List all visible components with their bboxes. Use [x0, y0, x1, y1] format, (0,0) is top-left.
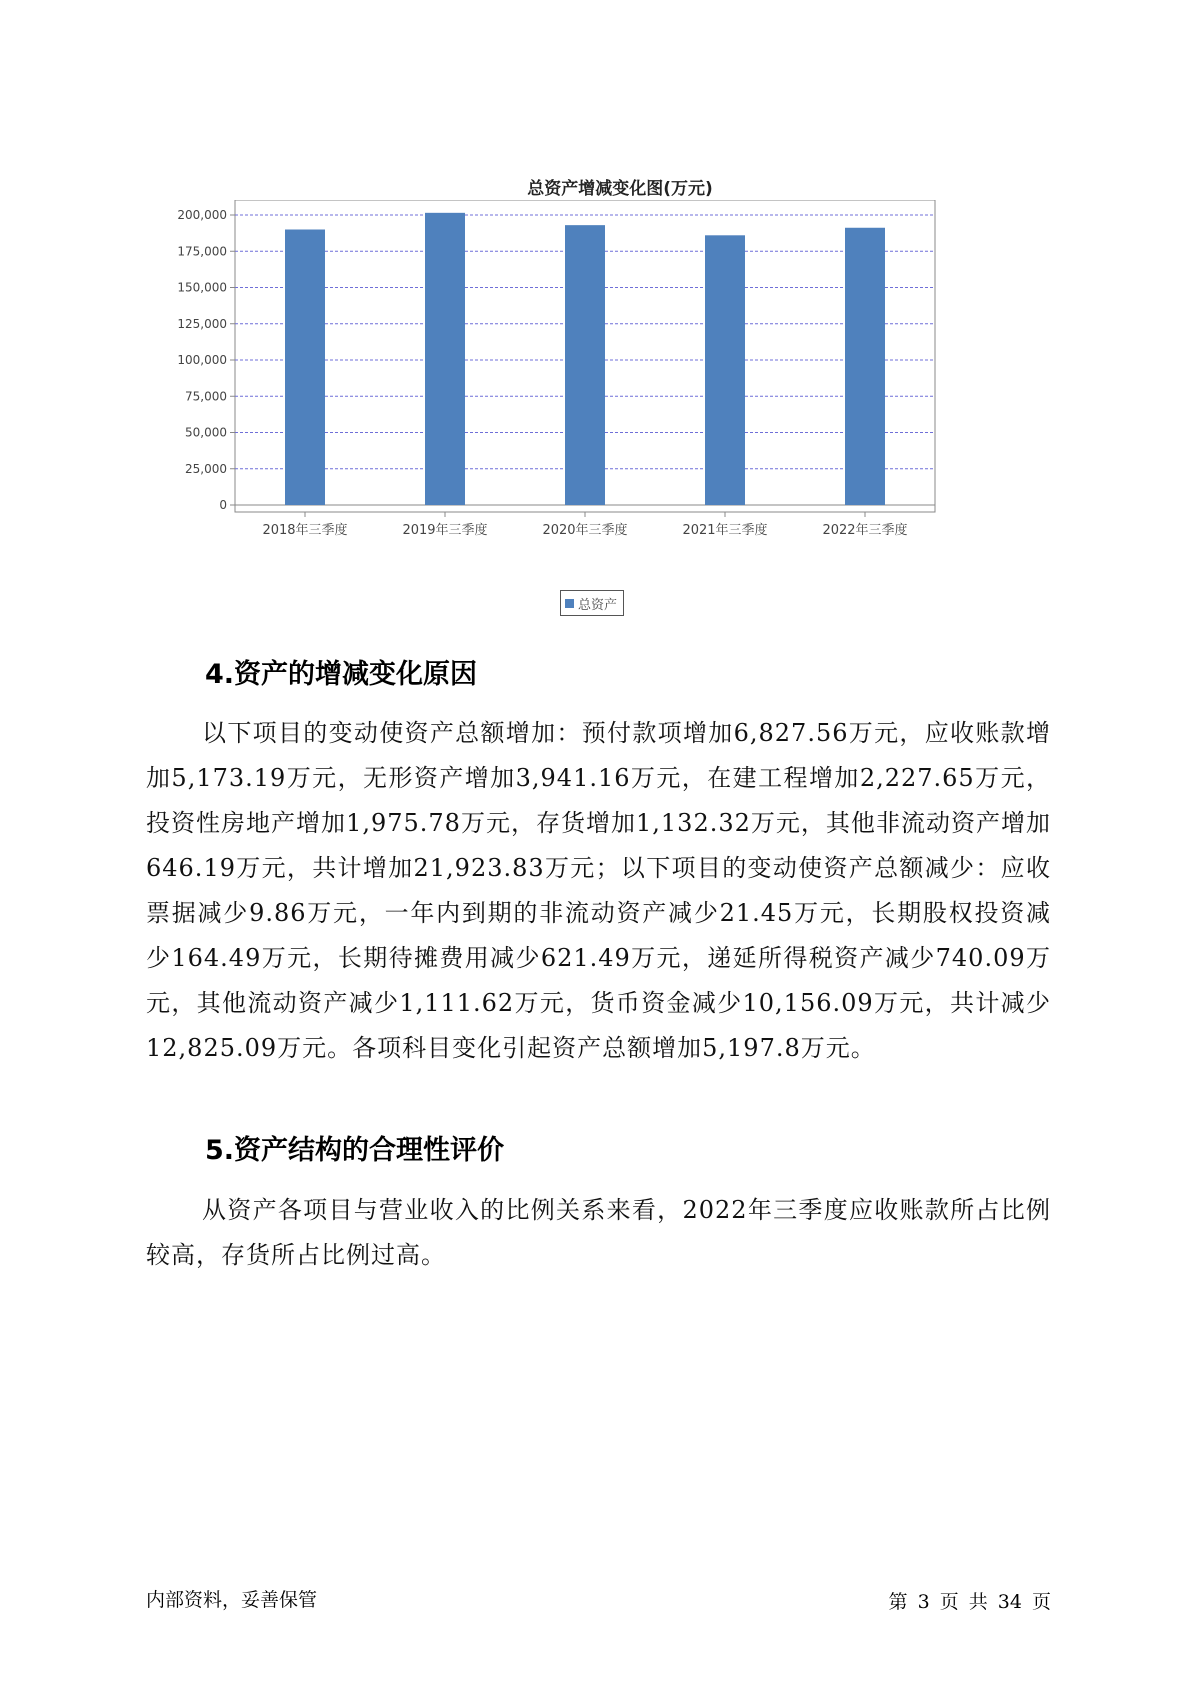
y-tick-label: 125,000 [177, 316, 227, 331]
bar [705, 235, 745, 505]
section-4-heading: 4.资产的增减变化原因 [205, 659, 478, 690]
y-tick-label: 175,000 [177, 244, 227, 259]
bar [565, 225, 605, 505]
footer-confidential-note: 内部资料，妥善保管 [146, 1589, 318, 1611]
x-tick-label: 2021年三季度 [682, 523, 768, 538]
bar [425, 213, 465, 505]
x-tick-label: 2018年三季度 [262, 523, 348, 538]
y-tick-label: 75,000 [185, 389, 227, 404]
section-5-heading: 5.资产结构的合理性评价 [205, 1135, 505, 1166]
x-tick-label: 2019年三季度 [402, 523, 488, 538]
y-tick-label: 0 [219, 498, 227, 512]
footer-page-number: 第 3 页 共 34 页 [888, 1591, 1051, 1613]
bar [845, 228, 885, 505]
y-tick-label: 25,000 [185, 461, 227, 476]
x-tick-label: 2020年三季度 [542, 523, 628, 538]
legend-swatch [565, 599, 574, 608]
section-5-paragraph: 从资产各项目与营业收入的比例关系来看，2022年三季度应收账款所占比例较高，存货所占比例过高。 [146, 1196, 1051, 1269]
y-tick-label: 50,000 [185, 425, 227, 440]
section-4-paragraph: 以下项目的变动使资产总额增加：预付款项增加6,827.56万元，应收账款增加5,173.19万元，无形资产增加3,941.16万元，在建工程增加2,227.65万元，投资性房地产增加1,975.78万元，存货增加1,132.32万元，其他非流动资产增加646.19万元，共计增加21,923.83万元；以下项目的变动使资产总额减少：应收票据减少9.86万元，一年内到期的非流动资产减少21.45万元，长期股权投资减少164.49万元，长期待摊费用减少621.49万元，递延所得税资产减少740.09万元，其他流动资产减少1,111.62万元，货币资金减少10,156.09万元，共计减少12,825.09万元。各项科目变化引起资产总额增加5,197.8万元。 [146, 719, 1051, 1062]
bar-chart [160, 200, 1060, 580]
chart-title: 总资产增减变化图(万元) [527, 179, 713, 199]
x-tick-label: 2022年三季度 [822, 523, 908, 538]
y-tick-label: 200,000 [177, 208, 227, 222]
legend-label: 总资产 [578, 597, 618, 613]
y-tick-label: 150,000 [177, 280, 227, 295]
plot-area [177, 200, 935, 538]
bar [285, 230, 325, 506]
y-tick-label: 100,000 [177, 353, 227, 367]
chart-legend [560, 590, 624, 616]
